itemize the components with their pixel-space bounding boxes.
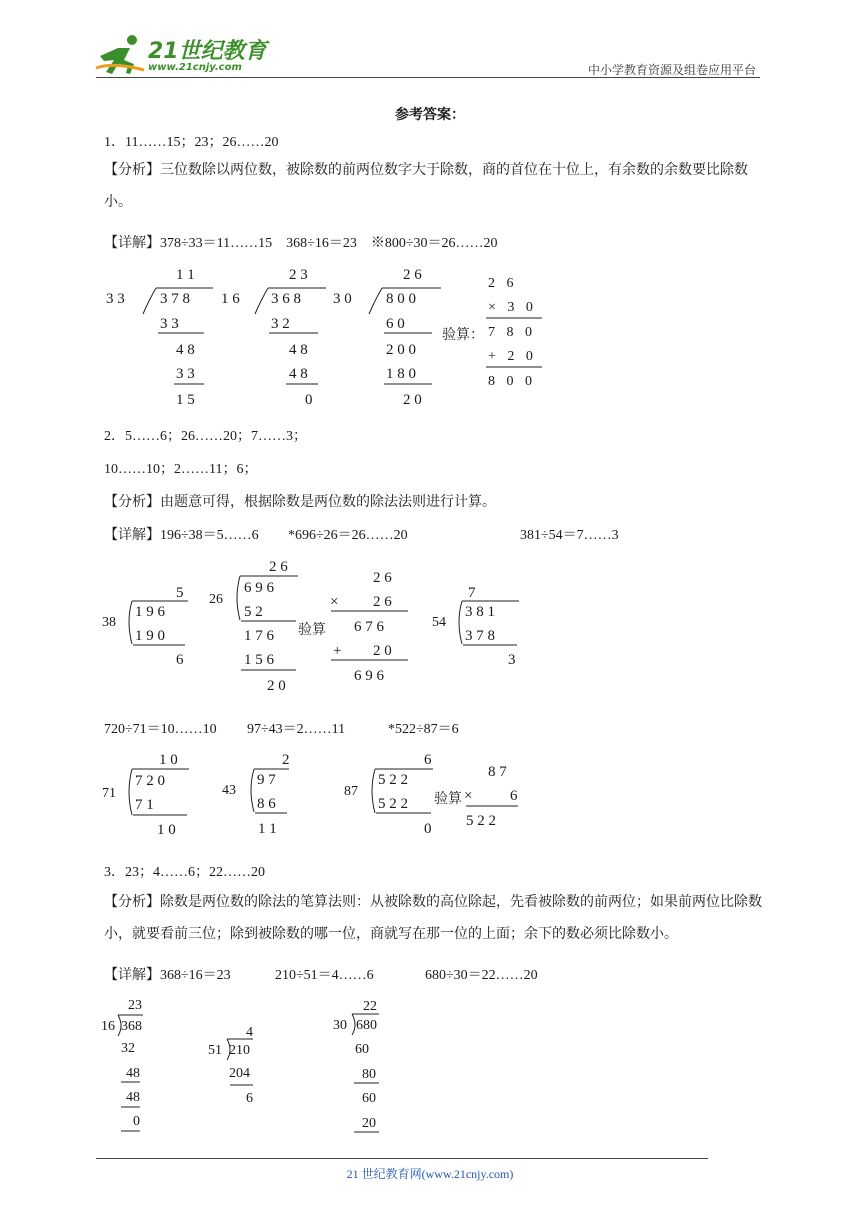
q2b-remainder1: 1 7 6 bbox=[244, 628, 274, 644]
q2d-remainder: 1 0 bbox=[157, 822, 176, 838]
q3a-step1: 32 bbox=[121, 1041, 135, 1056]
q3c-divisor: 30 bbox=[333, 1018, 347, 1033]
q2b-divisor: 26 bbox=[209, 592, 223, 607]
q1a-remainder: 1 5 bbox=[176, 392, 195, 408]
q1c-divisor: 3 0 bbox=[333, 291, 352, 307]
q3-detail-c: 680÷30＝22……20 bbox=[425, 968, 538, 983]
footer-link[interactable]: 21 世纪教育网(www.21cnjy.com) bbox=[346, 1167, 514, 1181]
q1c-dividend: 8 0 0 bbox=[386, 291, 416, 307]
q1b-divisor: 1 6 bbox=[221, 291, 240, 307]
analysis-tag: 【分析】 bbox=[104, 163, 160, 178]
q3b-dividend: 210 bbox=[229, 1043, 250, 1058]
q2v2-a: 8 7 bbox=[488, 764, 507, 780]
q1a-divisor: 3 3 bbox=[106, 291, 125, 307]
q3a-dividend: 368 bbox=[121, 1019, 142, 1034]
q2v-e: 6 9 6 bbox=[354, 668, 384, 684]
q1c-remainder: 2 0 bbox=[403, 392, 422, 408]
q3a-quotient: 23 bbox=[128, 998, 142, 1013]
q2v2-b: 6 bbox=[510, 788, 518, 804]
q1v-b: × 3 0 bbox=[488, 300, 533, 315]
logo-text: 21世纪教育 bbox=[148, 39, 267, 64]
q2e-remainder: 1 1 bbox=[258, 821, 277, 837]
q2d-divisor: 71 bbox=[102, 786, 116, 801]
q1b-remainder1: 4 8 bbox=[289, 342, 308, 358]
q2-detail bbox=[104, 524, 259, 544]
q2b-remainder: 2 0 bbox=[267, 678, 286, 694]
q2a-quotient: 5 bbox=[176, 585, 184, 601]
analysis-text: 除数是两位数的除法的笔算法则：从被除数的高位除起，先看被除数的前两位；如果前两位比除数小，就要看前三位；除到被除数的哪一位，商就写在那一位的上面；余下的数必须比除数小。 bbox=[104, 895, 762, 942]
q2c-quotient: 7 bbox=[468, 585, 476, 601]
q2f-step1: 5 2 2 bbox=[378, 796, 408, 812]
q2v2-c: 5 2 2 bbox=[466, 813, 496, 829]
q1v-d: + 2 0 bbox=[488, 349, 533, 364]
q2f-quotient: 6 bbox=[424, 752, 432, 768]
detail-tag: 【详解】 bbox=[104, 968, 160, 983]
q1a-step1: 3 3 bbox=[160, 316, 179, 332]
q1v-c: 7 8 0 bbox=[488, 325, 532, 340]
q2c-dividend: 3 8 1 bbox=[465, 604, 495, 620]
q3c-step1: 60 bbox=[355, 1042, 369, 1057]
q1-answer: 1．11……15；23；26……20 bbox=[104, 135, 279, 150]
q2-analysis bbox=[104, 491, 496, 511]
q2v2-b-op: × bbox=[464, 788, 473, 804]
q2-detail-b: *696÷26＝26……20 bbox=[288, 528, 408, 543]
platform-name: 中小学教育资源及组卷应用平台 bbox=[587, 63, 756, 77]
q1-check-label: 验算： bbox=[442, 328, 484, 343]
q3c-step2: 60 bbox=[362, 1091, 376, 1106]
q3c-remainder: 20 bbox=[362, 1116, 376, 1131]
q1v-a: 2 6 bbox=[488, 276, 514, 291]
analysis-tag: 【分析】 bbox=[104, 895, 160, 910]
q2-check-label: 验算 bbox=[298, 623, 326, 638]
q2f-remainder: 0 bbox=[424, 821, 432, 837]
q1b-quotient: 2 3 bbox=[289, 267, 308, 283]
q3b-quotient: 4 bbox=[246, 1025, 253, 1040]
detail-tag: 【详解】 bbox=[104, 528, 160, 543]
q3a-remainder1: 48 bbox=[126, 1066, 140, 1081]
q1v-e: 8 0 0 bbox=[488, 374, 532, 389]
q2-row2-b: 97÷43＝2……11 bbox=[247, 722, 346, 737]
header-divider bbox=[96, 77, 760, 78]
q3-analysis bbox=[104, 887, 766, 951]
q2-answer-line2: 10……10；2……11；6； bbox=[104, 462, 258, 477]
q1a-remainder1: 4 8 bbox=[176, 342, 195, 358]
q3a-remainder: 0 bbox=[133, 1114, 140, 1129]
q1b-dividend: 3 6 8 bbox=[271, 291, 301, 307]
q2d-quotient: 1 0 bbox=[159, 752, 178, 768]
q2b-step2: 1 5 6 bbox=[244, 652, 274, 668]
q2v-a: 2 6 bbox=[373, 570, 392, 586]
q2v-d: 2 0 bbox=[373, 643, 392, 659]
q2e-dividend: 9 7 bbox=[257, 772, 276, 788]
q3-detail bbox=[104, 964, 231, 984]
q2-detail-c: 381÷54＝7……3 bbox=[520, 528, 619, 543]
q2b-quotient: 2 6 bbox=[269, 559, 288, 575]
q3-answer: 3．23；4……6；22……20 bbox=[104, 865, 265, 880]
analysis-tag: 【分析】 bbox=[104, 495, 160, 510]
q3a-step2: 48 bbox=[126, 1090, 140, 1105]
page-title: 参考答案： bbox=[395, 108, 465, 123]
q2a-remainder: 6 bbox=[176, 652, 184, 668]
q2d-dividend: 7 2 0 bbox=[135, 773, 165, 789]
q1c-quotient: 2 6 bbox=[403, 267, 422, 283]
q1b-remainder: 0 bbox=[305, 392, 313, 408]
q2-answer-line1: 2．5……6；26……20；7……3； bbox=[104, 429, 307, 444]
q1c-remainder1: 2 0 0 bbox=[386, 342, 416, 358]
detail-a: 368÷16＝23 bbox=[160, 968, 231, 983]
footer-divider bbox=[96, 1158, 708, 1159]
q3b-step1: 204 bbox=[229, 1066, 250, 1081]
q2a-step1: 1 9 0 bbox=[135, 628, 165, 644]
q2f-divisor: 87 bbox=[344, 784, 358, 799]
q1a-quotient: 1 1 bbox=[176, 267, 195, 283]
logo-url: www.21cnjy.com bbox=[148, 62, 242, 73]
analysis-text: 三位数除以两位数，被除数的前两位数字大于除数，商的首位在十位上，有余数的余数要比除数小。 bbox=[104, 163, 748, 210]
q2a-dividend: 1 9 6 bbox=[135, 604, 165, 620]
q2e-divisor: 43 bbox=[222, 783, 236, 798]
q1b-step1: 3 2 bbox=[271, 316, 290, 332]
q2-row2-c: *522÷87＝6 bbox=[388, 722, 459, 737]
q2f-dividend: 5 2 2 bbox=[378, 772, 408, 788]
q3c-remainder1: 80 bbox=[362, 1067, 376, 1082]
q2v-d-op: + bbox=[333, 643, 342, 659]
q2b-step1: 5 2 bbox=[244, 604, 263, 620]
q2c-divisor: 54 bbox=[432, 615, 446, 630]
q3-detail-b: 210÷51＝4……6 bbox=[275, 968, 374, 983]
q1a-step2: 3 3 bbox=[176, 366, 195, 382]
q1-detail bbox=[104, 232, 498, 252]
q1c-step1: 6 0 bbox=[386, 316, 405, 332]
q2b-dividend: 6 9 6 bbox=[244, 580, 274, 596]
q1a-dividend: 3 7 8 bbox=[160, 291, 190, 307]
q2c-step1: 3 7 8 bbox=[465, 628, 495, 644]
q2c-remainder: 3 bbox=[508, 652, 516, 668]
q3c-dividend: 680 bbox=[356, 1018, 377, 1033]
q2e-step1: 8 6 bbox=[257, 796, 276, 812]
analysis-text: 由题意可得，根据除数是两位数的除法法则进行计算。 bbox=[160, 495, 496, 510]
q2-check-label-2: 验算 bbox=[434, 792, 462, 807]
q2e-quotient: 2 bbox=[282, 752, 290, 768]
q3a-divisor: 16 bbox=[101, 1019, 115, 1034]
q2a-divisor: 38 bbox=[102, 615, 116, 630]
q3b-divisor: 51 bbox=[208, 1043, 222, 1058]
q1c-step2: 1 8 0 bbox=[386, 366, 416, 382]
q3c-quotient: 22 bbox=[363, 999, 377, 1014]
q2-row2-a: 720÷71＝10……10 bbox=[104, 722, 217, 737]
q2v-b: 2 6 bbox=[373, 594, 392, 610]
detail-a: 196÷38＝5……6 bbox=[160, 528, 259, 543]
q2v-c: 6 7 6 bbox=[354, 619, 384, 635]
detail-text: 378÷33＝11……15 368÷16＝23 ※800÷30＝26……20 bbox=[160, 236, 498, 251]
q1-analysis bbox=[104, 155, 766, 219]
q1b-step2: 4 8 bbox=[289, 366, 308, 382]
q2v-b-op: × bbox=[330, 594, 339, 610]
q3b-remainder: 6 bbox=[246, 1091, 253, 1106]
runner-logo-icon bbox=[94, 34, 154, 78]
q2d-step1: 7 1 bbox=[135, 797, 154, 813]
detail-tag: 【详解】 bbox=[104, 236, 160, 251]
